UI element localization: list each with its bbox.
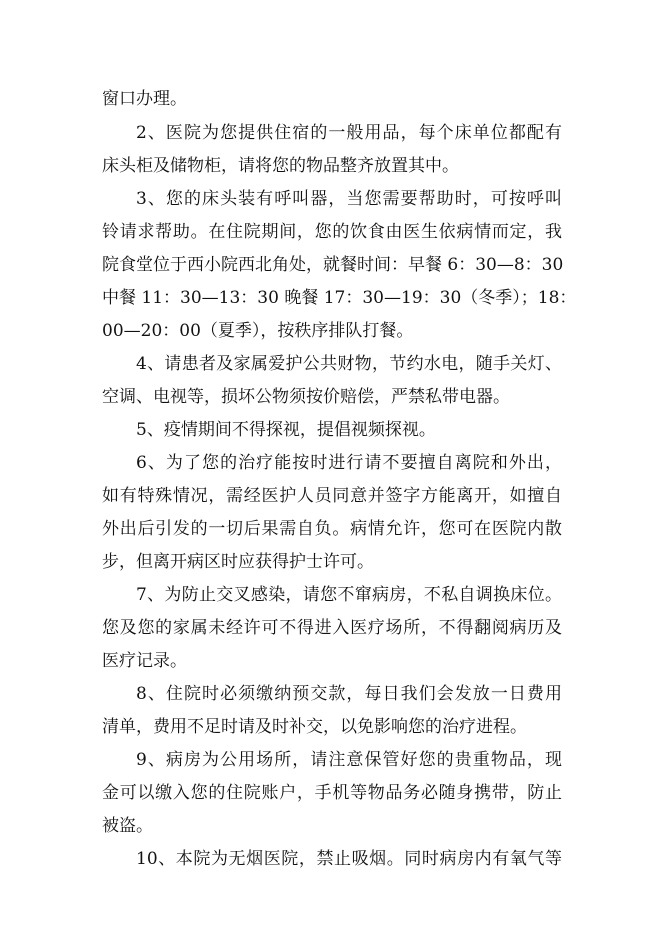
text-line: 床头柜及储物柜，请将您的物品整齐放置其中。 [102, 156, 459, 176]
paragraph-5-line-1: 5、疫情期间不得探视，提倡视频探视。 [136, 420, 436, 440]
text-line: 中餐 11：30—13：30 晚餐 17：30—19：30（冬季）；18： [102, 288, 577, 308]
paragraph-9-line-1: 9、病房为公用场所，请注意保管好您的贵重物品，现 [136, 750, 562, 770]
paragraph-3-line-1: 3、您的床头装有呼叫器，当您需要帮助时，可按呼叫 [136, 189, 562, 209]
text-line: 被盗。 [102, 816, 153, 836]
text-line: 00—20：00（夏季），按秩序排队打餐。 [102, 321, 414, 341]
text-line: 如有特殊情况，需经医护人员同意并签字方能离开，如擅自 [102, 486, 562, 506]
text-line: 金可以缴入您的住院账户，手机等物品务必随身携带，防止 [102, 783, 562, 803]
text-line: 院食堂位于西小院西北角处，就餐时间：早餐 6：30—8：30 [102, 255, 564, 275]
text-line: 步，但离开病区时应获得护士许可。 [102, 552, 374, 572]
text-line: 窗口办理。 [102, 89, 187, 109]
paragraph-6-line-1: 6、为了您的治疗能按时进行请不要擅自离院和外出， [136, 453, 562, 473]
text-line: 空调、电视等，损坏公物须按价赔偿，严禁私带电器。 [102, 387, 510, 407]
text-line: 您及您的家属未经许可不得进入医疗场所，不得翻阅病历及 [102, 618, 562, 638]
text-line: 医疗记录。 [102, 651, 187, 671]
text-line: 清单，费用不足时请及时补交，以免影响您的治疗进程。 [102, 717, 527, 737]
text-line: 外出后引发的一切后果需自负。病情允许，您可在医院内散 [102, 519, 562, 539]
paragraph-7-line-1: 7、为防止交叉感染，请您不窜病房，不私自调换床位。 [136, 585, 562, 605]
paragraph-8-line-1: 8、住院时必须缴纳预交款，每日我们会发放一日费用 [136, 684, 562, 704]
paragraph-4-line-1: 4、请患者及家属爱护公共财物，节约水电，随手关灯、 [136, 354, 562, 374]
paragraph-10-line-1: 10、本院为无烟医院，禁止吸烟。同时病房内有氧气等 [136, 849, 562, 869]
paragraph-2-line-1: 2、医院为您提供住宿的一般用品，每个床单位都配有 [136, 123, 562, 143]
text-line: 铃请求帮助。在住院期间，您的饮食由医生依病情而定，我 [102, 222, 562, 242]
